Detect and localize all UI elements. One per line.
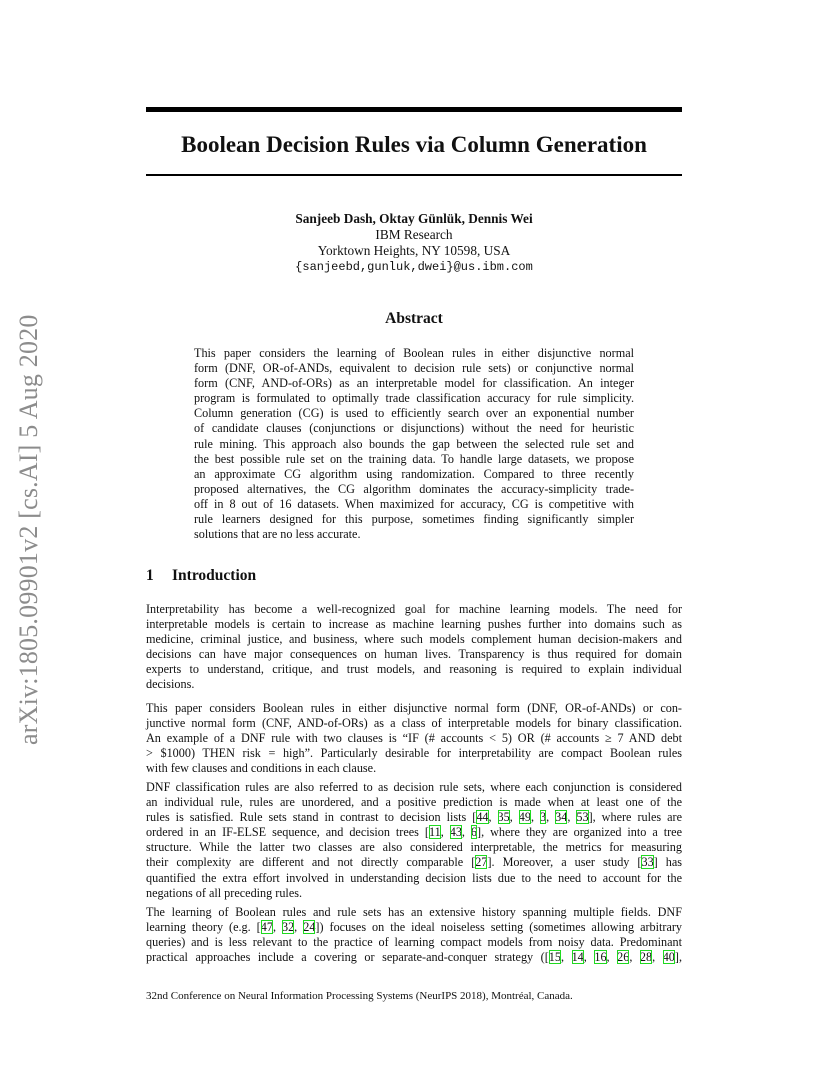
abstract-line: off in 8 out of 16 datasets. When maximized for accuracy, CG is competitive with [194,496,634,511]
paragraph-line: medicine, criminal justice, and business, where such models complement human decision-makers and [146,632,682,647]
intro-paragraph-4 [146,905,682,965]
abstract-line: proposed alternatives, the CG algorithm dominates the accuracy-simplicity trade- [194,481,634,496]
author-email: {sanjeebd,gunluk,dwei}@us.ibm.com [295,260,533,274]
abstract-line: Column generation (CG) is used to efficiently search over an exponential number [194,406,634,421]
paragraph-line: quantified the extra effort involved in understanding decision lists due to the need to account for the [146,870,682,885]
paragraph-line: with few clauses and conditions in each clause. [146,761,377,776]
abstract-body [194,346,634,542]
abstract-line: the best possible rule set on the training data. To handle large datasets, we propose [194,451,634,466]
author-address: Yorktown Heights, NY 10598, USA [317,243,511,258]
section-number: 1 [146,567,154,584]
citation-link[interactable]: 33 [641,855,654,870]
abstract-line: rule learners designed for this purpose, sometimes finding significantly simpler [194,512,634,527]
citation-link[interactable]: 28 [639,950,653,965]
citation-link[interactable]: 15 [548,950,561,965]
citation-link[interactable]: 34 [555,810,568,825]
section-title: Introduction [172,567,257,584]
paragraph-line: learning theory (e.g. [47, 32, 24]) focuses on the ideal noiseless setting (sometimes allowing arbitrary [146,920,683,935]
intro-paragraph-3 [146,780,682,901]
arxiv-identifier: arXiv:1805.09901v2 [cs.AI] 5 Aug 2020 [14,314,43,746]
paragraph-line: negations of all preceding rules. [146,885,303,900]
paragraph-line: > $1000) THEN risk = high”. Particularly desirable for interpretability are compact Boolean rules [146,746,682,761]
conference-footer: 32nd Conference on Neural Information Processing Systems (NeurIPS 2018), Montréal, Canada. [146,990,573,1002]
paragraph-line: Interpretability has become a well-recognized goal for machine learning models. The need for [146,602,682,616]
author-affiliation: IBM Research [375,227,453,242]
paragraph-line: junctive normal form (CNF, AND-of-ORs) as a class of interpretable models for binary classification. [146,716,682,731]
paragraph-line: interpretable models is certain to increase as machine learning pushes further into domains such as [146,617,682,632]
paragraph-line: The learning of Boolean rules and rule sets has an extensive history spanning multiple fields. DNF [146,905,682,919]
paragraph-line: decisions. [146,677,195,692]
author-names: Sanjeeb Dash, Oktay Günlük, Dennis Wei [295,211,533,226]
citation-link[interactable]: 26 [617,950,630,965]
citation-link[interactable]: 47 [260,920,273,935]
citation-link[interactable]: 6 [470,825,478,840]
abstract-line: solutions that are no less accurate. [194,527,361,542]
citation-link[interactable]: 35 [497,810,510,825]
paragraph-line: experts to understand, critique, and trust models, and reasoning is required to explain individual [146,662,682,677]
paragraph-line: ordered in an IF-ELSE sequence, and decision trees [11, 43, 6], where they are organized into a tree [146,825,682,840]
abstract-line: This paper considers the learning of Boolean rules in either disjunctive normal [194,346,634,360]
abstract-heading: Abstract [385,310,443,327]
abstract-line: of candidate clauses (conjunctions or disjunctions) without the need for heuristic [194,421,634,436]
paragraph-line: rules is satisfied. Rule sets stand in contrast to decision lists [44, 35, 49, 3, 34, 53], where rules are [146,810,683,825]
paragraph-line: their complexity are different and not directly comparable [27]. Moreover, a user study [33] has [146,855,682,870]
paragraph-line: decisions can have major consequences on human lives. Transparency is thus required for domain [146,647,682,662]
intro-paragraph-1 [146,602,682,693]
abstract-line: rule mining. This approach also bounds the gap between the selected rule set and [194,436,634,451]
citation-link[interactable]: 3 [540,810,547,825]
paper-title: Boolean Decision Rules via Column Generation [181,132,647,157]
citation-link[interactable]: 53 [576,810,589,825]
author-block [146,211,682,275]
citation-link[interactable]: 44 [476,810,489,825]
paragraph-line: practical approaches include a covering or separate-and-conquer strategy ([15, 14, 16, 26, 28, 40], [146,950,682,965]
citation-link[interactable]: 40 [662,950,675,965]
abstract-line: form (CNF, AND-of-ORs) as an interpretable model for classification. An integer [194,376,634,391]
abstract-line: form (DNF, OR-of-ANDs, equivalent to decision rule sets) or conjunctive normal [194,361,634,376]
title-top-rule [146,107,682,112]
citation-link[interactable]: 24 [303,920,316,935]
citation-link[interactable]: 27 [475,855,488,870]
citation-link[interactable]: 32 [281,920,295,935]
abstract-line: an approximate CG algorithm using randomization. Compared to three recently [194,466,634,481]
paragraph-line: DNF classification rules are also referred to as decision rule sets, where each conjunction is considered [146,780,682,794]
paragraph-line: structure. While the latter two classes are also considered interpretable, the metrics for measuring [146,840,682,855]
citation-link[interactable]: 14 [571,950,584,965]
paragraph-line: queries) and is less relevant to the practice of learning compact models from noisy data. Predominant [146,935,682,950]
paragraph-line: an individual rule, rules are unordered, and a positive prediction is made when at least one of the [146,795,682,810]
citation-link[interactable]: 43 [449,825,462,840]
citation-link[interactable]: 11 [428,825,441,840]
paragraph-line: An example of a DNF rule with two clauses is “IF (# accounts < 5) OR (# accounts ≥ 7 AND debt [146,731,682,746]
section-heading-introduction [146,567,256,585]
title-bottom-rule [146,174,682,176]
citation-link[interactable]: 16 [594,950,607,965]
abstract-line: program is formulated to optimally trade classification accuracy for rule simplicity. [194,391,634,406]
intro-paragraph-2 [146,701,682,776]
paragraph-line: This paper considers Boolean rules in either disjunctive normal form (DNF, OR-of-ANDs) or con- [146,701,682,715]
citation-link[interactable]: 49 [518,810,531,825]
